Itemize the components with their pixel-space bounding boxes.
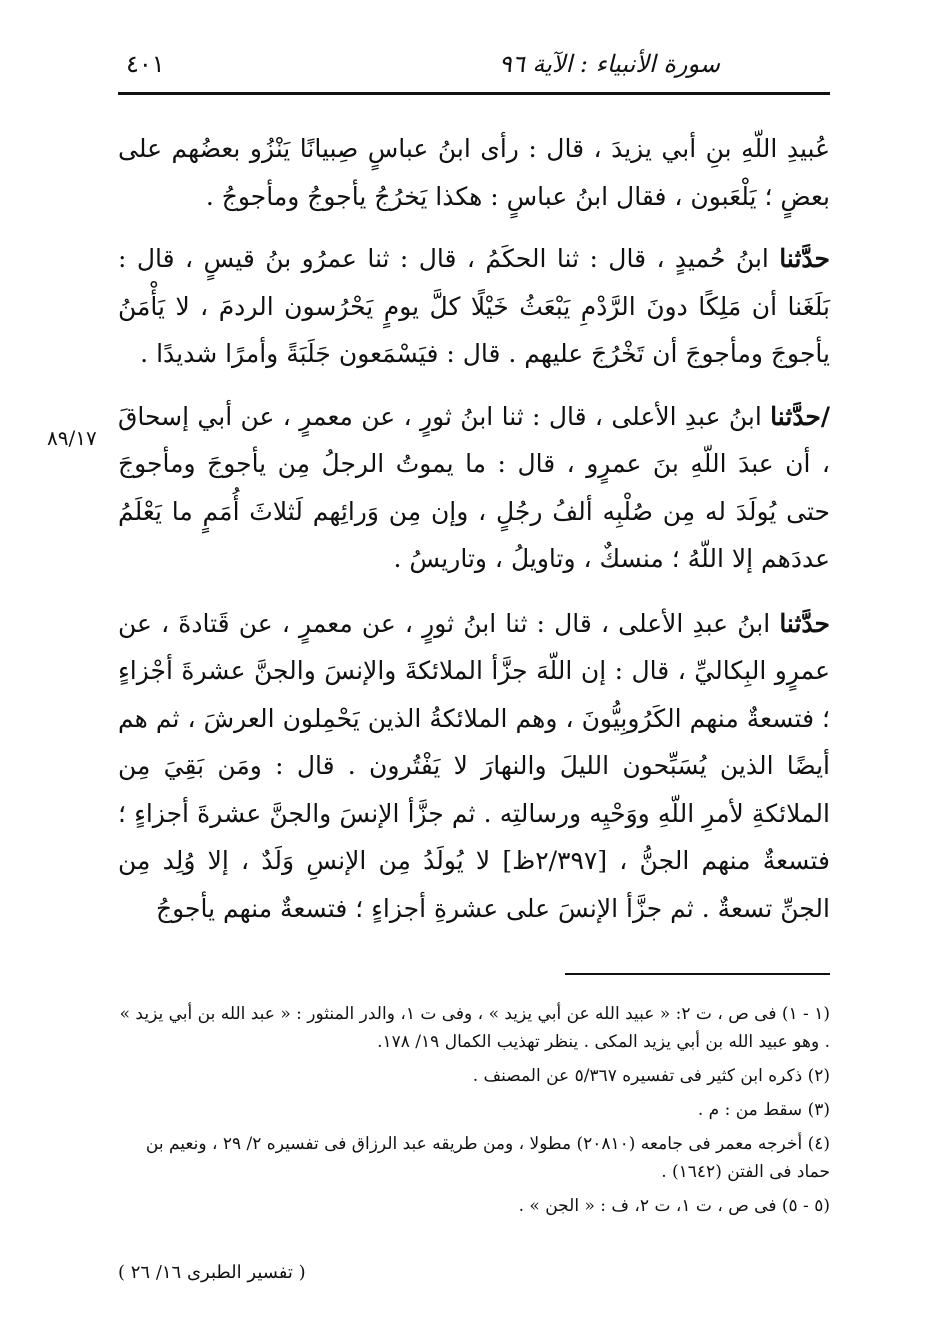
footnote: (٢) ذكره ابن كثير فى تفسيره ٥/٣٦٧ عن المصنف . [472,1066,830,1086]
paragraph [118,600,830,933]
paragraph [118,235,830,378]
footnote: (٤) أخرجه معمر فى جامعه (٢٠٨١٠) مطولا ، ومن طريقه عبد الرزاق فى تفسيره ٢/ ٢٩ ، ونعيم بن حماد فى الفتن (١٦٤٢) . [145,1134,830,1182]
paragraph-text: ابنُ حُميدٍ ، قال : ثنا الحكَمُ ، قال : ثنا عمرُو بنُ قيسٍ ، قال : بَلَغَنا أن مَلِكًا دونَ الرَّدْمِ يَبْعَثُ خَيْلًا كلَّ يومٍ يَحْرُسون الردمَ ، لا يَأْمَنُ يأجوجَ ومأجوجَ أن تَخْرُجَ عليهم . قال : فيَسْمَعون جَلَبَةً وأمرًا شديدًا . [118,244,830,368]
paragraph-text: ابنُ عبدِ الأعلى ، قال : ثنا ابنُ ثورٍ ، عن معمرٍ ، عن قَتادةَ ، عن عمرٍو البِكاليِّ ، قال : إن اللّهَ جزَّأ الملائكةَ والإنسَ والجنَّ عشرةَ أجْزاءٍ ؛ فتسعةٌ منهم الكَرُوبِيُّونَ ، وهم الملائكةُ الذين يَحْمِلون العرشَ ، ثم هم أيضًا الذين يُسَبِّحون الليلَ والنهارَ لا يَفْتُرون . قال : ومَن بَقِيَ مِن الملائكةِ لأمرِ اللّهِ ووَحْيِه ورسالتِه . ثم جزَّأ الإنسَ والجنَّ عشرةَ أجزاءٍ ؛ فتسعةٌ منهم الجنُّ ، [٢/٣٩٧ظ] لا يُولَدُ مِن الإنسِ وَلَدٌ ، إلا وُلِد مِن الجنِّ تسعةٌ . ثم جزَّأ الإنسَ على عشرةِ أجزاءٍ ؛ فتسعةٌ منهم يأجوجُ [118,608,830,923]
paragraph-text: ابنُ عبدِ الأعلى ، قال : ثنا ابنُ ثورٍ ، عن معمرٍ ، عن أبي إسحاقَ ، أن عبدَ اللّهِ بنَ عمرٍو ، قال : ما يموتُ الرجلُ مِن يأجوجَ ومأجوجَ حتى يُولَدَ له مِن صُلْبِه ألفُ رجُلٍ ، وإن مِن وَرائِهم لَثلاثَ أُمَمٍ ما يَعْلَمُ عددَهم إلا اللّهُ ؛ منسكٌ ، وتاويلُ ، وتاريسُ . [118,401,830,573]
header-rule [118,92,830,95]
paragraph-lead: حدَّثنا [779,608,831,638]
paragraph-text: عُبيدِ اللّهِ بنِ أبي يزيدَ ، قال : رأى ابنُ عباسٍ صِبيانًا يَنْزُو بعضُهم على بعضٍ ؛ يَلْعَبون ، فقال ابنُ عباسٍ : هكذا يَخرُجُ يأجوجُ ومأجوجُ . [118,134,830,211]
surah-title: سورة الأنبياء : الآية ٩٦ [498,50,720,78]
margin-reference: ٨٩/١٧ [47,426,97,450]
paragraph-lead: /حدَّثنا [770,401,830,431]
page-header [118,36,830,96]
footnotes [118,1000,830,1226]
footnote-rule [565,973,830,975]
paragraph-lead: حدَّثنا [779,244,830,273]
book-signature: ( تفسير الطبرى ١٦/ ٢٦ ) [118,1262,306,1283]
page-number: ٤٠١ [126,50,165,78]
paragraph [118,125,830,220]
paragraph [118,393,830,583]
footnote: (٣) سقط من : م . [697,1100,830,1120]
main-text [118,125,830,947]
footnote: (٥ - ٥) فى ص ، ت ١، ت ٢، ف : « الجن » . [518,1196,830,1216]
footnote: (١ - ١) فى ص ، ت ٢: « عبيد الله عن أبي يزيد » ، وفى ت ١، والدر المنثور : « عبد الله بن أبي يزيد » . وهو عبيد الله بن أبي يزيد المكى . ينظر تهذيب الكمال ١٩/ ١٧٨. [119,1004,830,1052]
